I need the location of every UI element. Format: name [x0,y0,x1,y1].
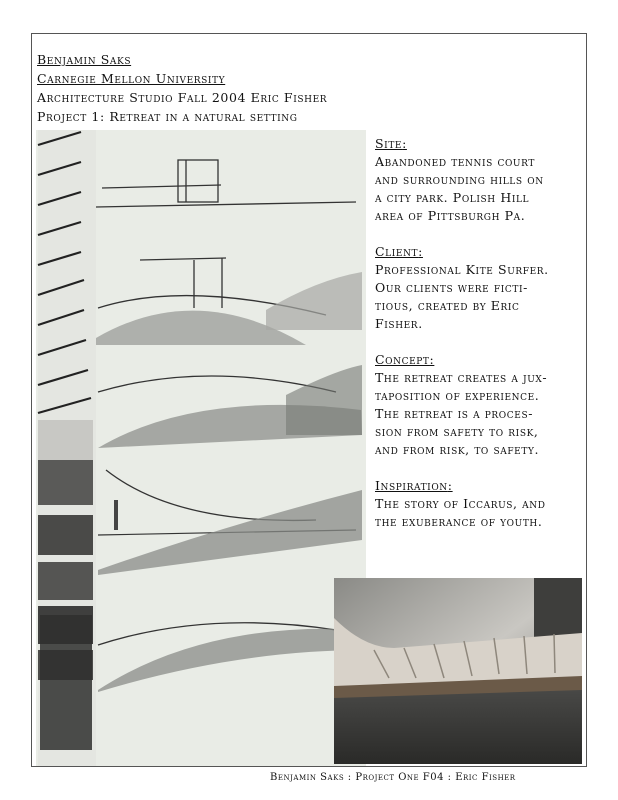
pencil-sketch-image [36,130,366,766]
inspiration-heading: Inspiration [375,478,448,493]
inspiration-text: The story of Iccarus, and the exuberance of youth. [375,496,546,529]
client-heading: Client [375,244,419,259]
project-description [375,135,585,549]
header-block [37,50,327,126]
site-text: Abandoned tennis court and surrounding hills on a city park. Polish Hill area of Pittsburgh Pa. [375,154,544,223]
inspiration-section: Inspiration: The story of Iccarus, and the exuberance of youth. [375,477,585,531]
course-title: Architecture Studio Fall 2004 Eric Fisher [37,90,328,105]
concept-heading: Concept [375,352,430,367]
site-heading: Site [375,136,403,151]
client-section: Client: Professional Kite Surfer. Our clients were ficti- tious, created by Eric Fisher. [375,243,585,333]
model-photo [334,578,582,764]
university-name: Carnegie Mellon University [37,71,226,86]
site-section: Site: Abandoned tennis court and surrounding hills on a city park. Polish Hill area of Pittsburgh Pa. [375,135,585,225]
author-name: Benjamin Saks [37,52,132,67]
concept-text: The retreat creates a jux- taposition of experience. The retreat is a proces- sion from safety to risk, and from risk, to safety. [375,370,548,457]
project-title: Project 1: Retreat in a natural setting [37,109,298,124]
client-text: Professional Kite Surfer. Our clients were ficti- tious, created by Eric Fisher. [375,262,549,331]
page-footer: Benjamin Saks : Project One F04 : Eric Fisher [270,772,516,783]
concept-section: Concept: The retreat creates a jux- taposition of experience. The retreat is a proces- sion from safety to risk, and from risk, to safety. [375,351,585,459]
